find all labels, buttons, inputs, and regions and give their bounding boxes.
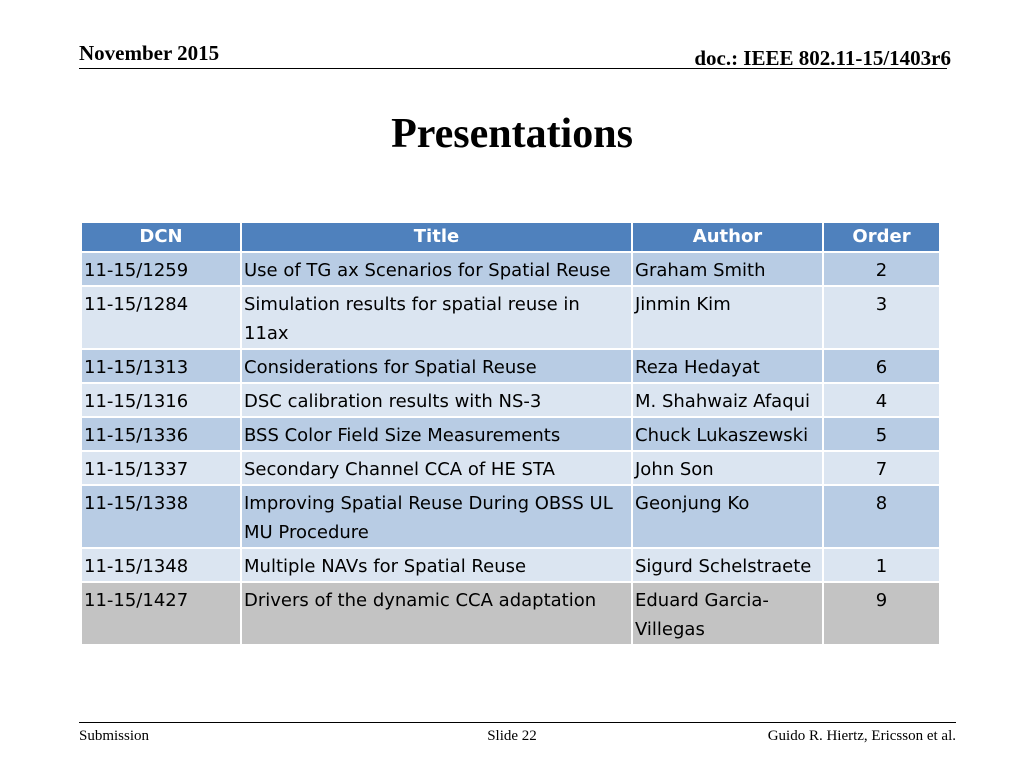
table-row <box>81 383 940 417</box>
cell-dcn: 11-15/1348 <box>81 548 241 582</box>
cell-dcn: 11-15/1259 <box>81 252 241 286</box>
header-date: November 2015 <box>79 41 220 65</box>
cell-title: Drivers of the dynamic CCA adaptation <box>241 582 632 645</box>
cell-order: 8 <box>823 485 940 548</box>
cell-title: Secondary Channel CCA of HE STA <box>241 451 632 485</box>
cell-order: 4 <box>823 383 940 417</box>
cell-order: 7 <box>823 451 940 485</box>
cell-title: Use of TG ax Scenarios for Spatial Reuse <box>241 252 632 286</box>
cell-author: Geonjung Ko <box>632 485 823 548</box>
table-row <box>81 451 940 485</box>
cell-title: Multiple NAVs for Spatial Reuse <box>241 548 632 582</box>
cell-author: Sigurd Schelstraete <box>632 548 823 582</box>
header-divider <box>79 68 947 69</box>
cell-author: John Son <box>632 451 823 485</box>
cell-title: Improving Spatial Reuse During OBSS UL MU Procedure <box>241 485 632 548</box>
cell-author: Eduard Garcia-Villegas <box>632 582 823 645</box>
table-row <box>81 349 940 383</box>
cell-dcn: 11-15/1338 <box>81 485 241 548</box>
column-header-title: Title <box>241 222 632 252</box>
cell-title: Simulation results for spatial reuse in 11ax <box>241 286 632 349</box>
cell-order: 2 <box>823 252 940 286</box>
cell-author: Reza Hedayat <box>632 349 823 383</box>
cell-dcn: 11-15/1313 <box>81 349 241 383</box>
table-row <box>81 485 940 548</box>
table-header-row <box>81 222 940 252</box>
cell-author: Jinmin Kim <box>632 286 823 349</box>
cell-author: Chuck Lukaszewski <box>632 417 823 451</box>
cell-dcn: 11-15/1336 <box>81 417 241 451</box>
cell-order: 3 <box>823 286 940 349</box>
cell-dcn: 11-15/1316 <box>81 383 241 417</box>
presentations-table <box>80 221 941 646</box>
cell-dcn: 11-15/1284 <box>81 286 241 349</box>
cell-order: 6 <box>823 349 940 383</box>
column-header-order: Order <box>823 222 940 252</box>
cell-dcn: 11-15/1427 <box>81 582 241 645</box>
header-doc-id: doc.: IEEE 802.11-15/1403r6 <box>694 46 951 70</box>
cell-order: 1 <box>823 548 940 582</box>
footer-slide-number: Slide 22 <box>487 728 537 744</box>
slide-title: Presentations <box>391 111 633 157</box>
cell-order: 5 <box>823 417 940 451</box>
cell-author: Graham Smith <box>632 252 823 286</box>
cell-title: BSS Color Field Size Measurements <box>241 417 632 451</box>
table-row <box>81 286 940 349</box>
table-row <box>81 252 940 286</box>
cell-title: Considerations for Spatial Reuse <box>241 349 632 383</box>
column-header-author: Author <box>632 222 823 252</box>
footer-submission: Submission <box>79 728 150 744</box>
footer-divider <box>79 722 956 723</box>
cell-order: 9 <box>823 582 940 645</box>
cell-title: DSC calibration results with NS-3 <box>241 383 632 417</box>
cell-author: M. Shahwaiz Afaqui <box>632 383 823 417</box>
table-row <box>81 417 940 451</box>
column-header-dcn: DCN <box>81 222 241 252</box>
table-row <box>81 548 940 582</box>
table-row <box>81 582 940 645</box>
footer-author: Guido R. Hiertz, Ericsson et al. <box>767 728 956 744</box>
cell-dcn: 11-15/1337 <box>81 451 241 485</box>
